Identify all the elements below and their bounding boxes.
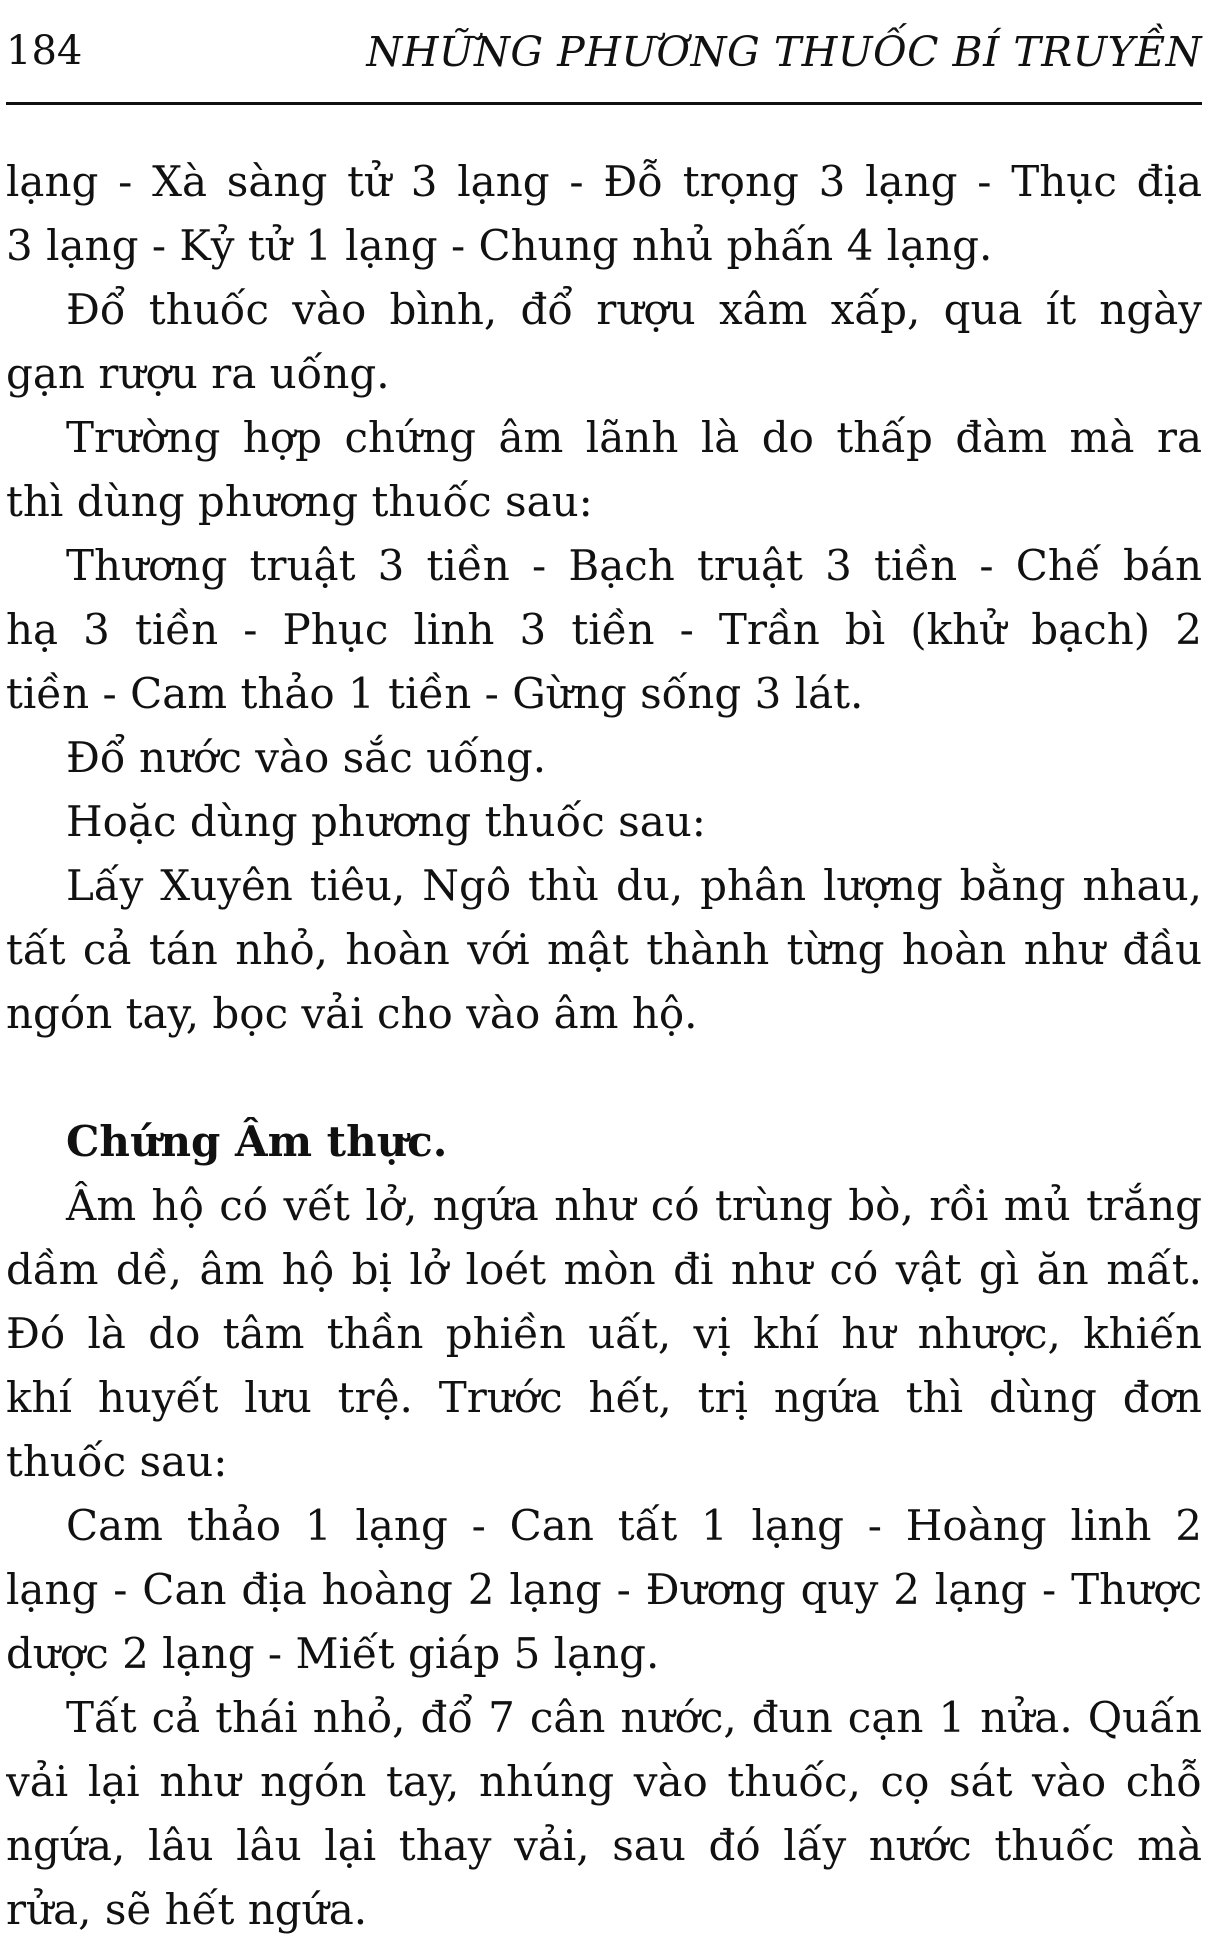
text-line: lạng - Can địa hoàng 2 lạng - Đương quy 2 lạng - Thược — [6, 1565, 1202, 1614]
text-line: Thương truật 3 tiền - Bạch truật 3 tiền - Chế bán — [66, 541, 1202, 590]
text-line: Cam thảo 1 lạng - Can tất 1 lạng - Hoàng linh 2 — [66, 1501, 1202, 1550]
text-line: ngón tay, bọc vải cho vào âm hộ. — [6, 989, 698, 1038]
text-line: Trường hợp chứng âm lãnh là do thấp đàm mà ra — [66, 413, 1202, 462]
text-line: gạn rượu ra uống. — [6, 349, 390, 398]
text-line: thuốc sau: — [6, 1437, 228, 1486]
running-title: NHỮNG PHƯƠNG THUỐC BÍ TRUYỀN — [366, 28, 1202, 76]
text-line: dược 2 lạng - Miết giáp 5 lạng. — [6, 1629, 660, 1678]
text-line: ngứa, lâu lâu lại thay vải, sau đó lấy nước thuốc mà — [6, 1821, 1202, 1870]
text-line: Đó là do tâm thần phiền uất, vị khí hư nhược, khiến — [6, 1309, 1202, 1358]
text-line: Tất cả thái nhỏ, đổ 7 cân nước, đun cạn 1 nửa. Quấn — [66, 1693, 1202, 1742]
text-line: tiền - Cam thảo 1 tiền - Gừng sống 3 lát. — [6, 669, 864, 718]
section-gap — [6, 1046, 1202, 1110]
text-line: Đổ nước vào sắc uống. — [66, 733, 547, 782]
text-line: 3 lạng - Kỷ tử 1 lạng - Chung nhủ phấn 4 lạng. — [6, 221, 993, 270]
text-line: khí huyết lưu trệ. Trước hết, trị ngứa thì dùng đơn — [6, 1373, 1202, 1422]
text-line: tất cả tán nhỏ, hoàn với mật thành từng hoàn như đầu — [6, 925, 1202, 974]
text-line: Âm hộ có vết lở, ngứa như có trùng bò, rồi mủ trắng — [66, 1181, 1202, 1230]
text-line: thì dùng phương thuốc sau: — [6, 477, 593, 526]
text-line: lạng - Xà sàng tử 3 lạng - Đỗ trọng 3 lạng - Thục địa — [6, 157, 1202, 206]
section-heading: Chứng Âm thực. — [66, 1117, 448, 1166]
text-line: Hoặc dùng phương thuốc sau: — [66, 797, 706, 846]
body-text — [6, 150, 1202, 1942]
header-rule — [6, 102, 1202, 105]
text-line: dầm dề, âm hộ bị lở loét mòn đi như có vật gì ăn mất. — [6, 1245, 1202, 1294]
text-line: Đổ thuốc vào bình, đổ rượu xâm xấp, qua ít ngày — [66, 285, 1202, 334]
text-line: Lấy Xuyên tiêu, Ngô thù du, phân lượng bằng nhau, — [66, 861, 1202, 910]
page-number: 184 — [6, 28, 83, 74]
text-line: rửa, sẽ hết ngứa. — [6, 1885, 368, 1934]
page-header — [6, 22, 1202, 82]
text-line: hạ 3 tiền - Phục linh 3 tiền - Trần bì (khử bạch) 2 — [6, 605, 1202, 654]
text-line: vải lại như ngón tay, nhúng vào thuốc, cọ sát vào chỗ — [6, 1757, 1202, 1806]
